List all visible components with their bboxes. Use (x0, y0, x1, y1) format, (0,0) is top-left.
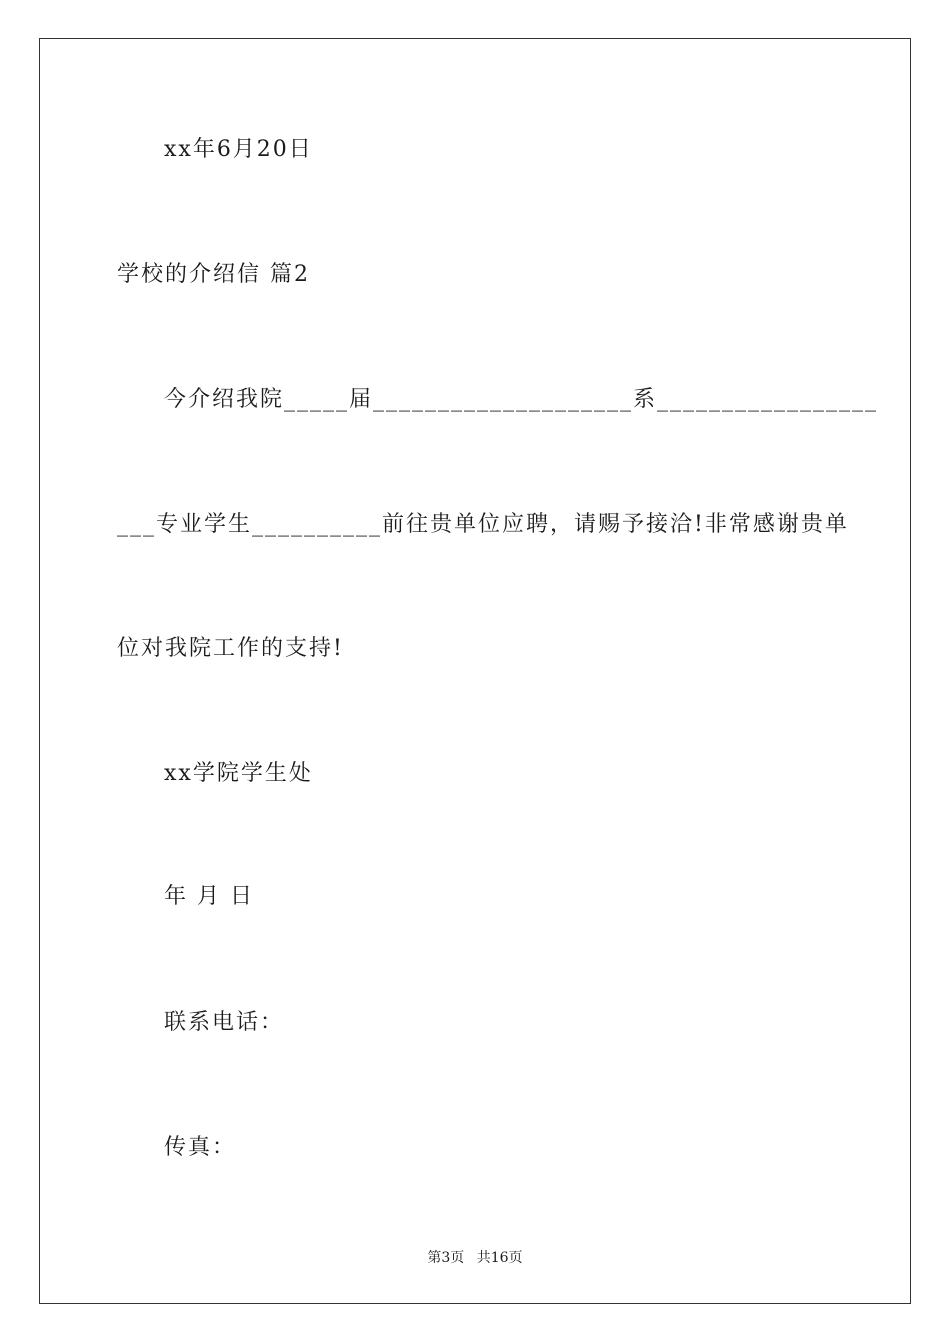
page-number: 第3页 (427, 1250, 465, 1266)
body-paragraph-line-3: 位对我院工作的支持! (117, 636, 344, 661)
signature-organization: xx学院学生处 (164, 761, 313, 786)
page-frame (39, 38, 911, 1304)
date-line: xx年6月20日 (164, 137, 313, 162)
page-footer (0, 1247, 950, 1267)
body-paragraph-line-1: 今介绍我院_____届____________________系_________________ (164, 387, 879, 412)
page-total: 共16页 (476, 1250, 523, 1266)
body-paragraph-line-2: ___专业学生__________前往贵单位应聘，请赐予接洽!非常感谢贵单 (117, 512, 849, 537)
fax-label: 传真： (164, 1135, 237, 1160)
section-heading: 学校的介绍信 篇2 (117, 262, 310, 287)
contact-phone-label: 联系电话： (164, 1010, 285, 1035)
signature-date: 年 月 日 (164, 884, 254, 909)
